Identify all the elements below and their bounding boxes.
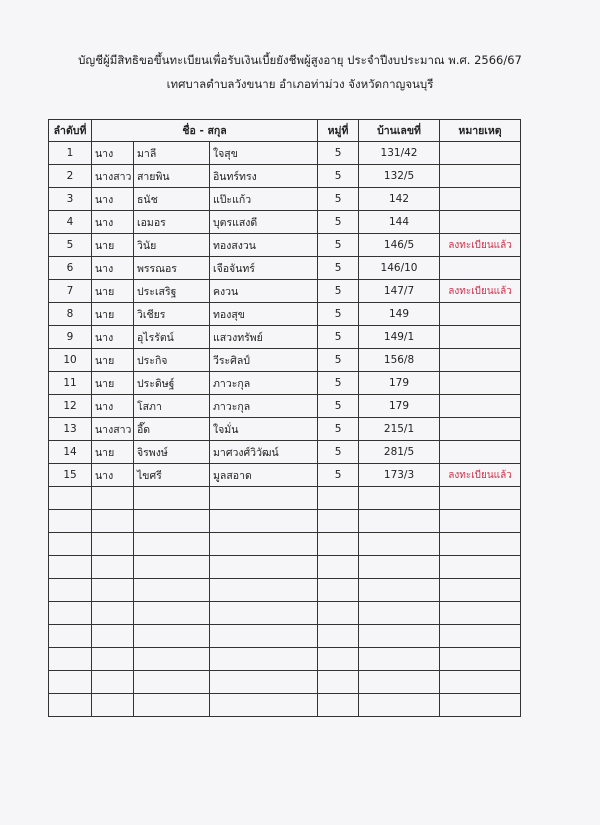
row-remark-cell bbox=[440, 395, 521, 418]
empty-cell bbox=[92, 694, 134, 717]
empty-cell bbox=[318, 625, 359, 648]
row-moo-cell: 5 bbox=[318, 418, 359, 441]
empty-cell bbox=[134, 671, 210, 694]
document-subtitle: เทศบาลตำบลวังขนาย อำเภอท่าม่วง จังหวัดกาญจนบุรี bbox=[166, 77, 434, 91]
row-remark-cell bbox=[440, 441, 521, 464]
row-prefix-cell: นาง bbox=[92, 188, 134, 211]
row-house-no-cell: 146/10 bbox=[359, 257, 440, 280]
empty-cell bbox=[440, 602, 521, 625]
row-remark-cell bbox=[440, 165, 521, 188]
row-prefix-cell: นาง bbox=[92, 326, 134, 349]
table-row bbox=[49, 418, 521, 441]
table-row bbox=[49, 395, 521, 418]
row-first-name-cell: พรรณอร bbox=[134, 257, 210, 280]
row-prefix-cell: นาง bbox=[92, 257, 134, 280]
row-house-no-cell: 144 bbox=[359, 211, 440, 234]
row-no-cell: 1 bbox=[49, 142, 92, 165]
row-last-name-cell: บุตรแสงดี bbox=[210, 211, 318, 234]
row-last-name-cell: ภาวะกุล bbox=[210, 395, 318, 418]
empty-cell bbox=[134, 694, 210, 717]
empty-cell bbox=[359, 602, 440, 625]
empty-cell bbox=[318, 671, 359, 694]
empty-cell bbox=[359, 579, 440, 602]
empty-cell bbox=[210, 602, 318, 625]
empty-cell bbox=[134, 556, 210, 579]
row-prefix-cell: นาย bbox=[92, 349, 134, 372]
table-header-row bbox=[49, 120, 521, 142]
row-prefix-cell: นางสาว bbox=[92, 418, 134, 441]
row-prefix-cell: นางสาว bbox=[92, 165, 134, 188]
row-house-no-cell: 131/42 bbox=[359, 142, 440, 165]
row-last-name-cell: ใจสุข bbox=[210, 142, 318, 165]
header-remark: หมายเหตุ bbox=[440, 120, 521, 142]
row-moo-cell: 5 bbox=[318, 280, 359, 303]
empty-cell bbox=[359, 625, 440, 648]
empty-cell bbox=[210, 487, 318, 510]
row-house-no-cell: 173/3 bbox=[359, 464, 440, 487]
empty-cell bbox=[49, 487, 92, 510]
empty-cell bbox=[440, 510, 521, 533]
empty-cell bbox=[49, 556, 92, 579]
empty-cell bbox=[359, 694, 440, 717]
row-moo-cell: 5 bbox=[318, 372, 359, 395]
table-row bbox=[49, 303, 521, 326]
row-no-cell: 13 bbox=[49, 418, 92, 441]
empty-cell bbox=[134, 487, 210, 510]
empty-cell bbox=[92, 510, 134, 533]
row-no-cell: 6 bbox=[49, 257, 92, 280]
row-first-name-cell: อี๊ด bbox=[134, 418, 210, 441]
empty-cell bbox=[359, 487, 440, 510]
table-row bbox=[49, 257, 521, 280]
row-prefix-cell: นาง bbox=[92, 211, 134, 234]
row-no-cell: 9 bbox=[49, 326, 92, 349]
row-remark-cell bbox=[440, 188, 521, 211]
row-last-name-cell: ทองสุข bbox=[210, 303, 318, 326]
empty-cell bbox=[49, 510, 92, 533]
empty-cell bbox=[49, 648, 92, 671]
row-house-no-cell: 147/7 bbox=[359, 280, 440, 303]
empty-cell bbox=[318, 556, 359, 579]
row-first-name-cell: อุไรรัตน์ bbox=[134, 326, 210, 349]
row-moo-cell: 5 bbox=[318, 395, 359, 418]
table-row bbox=[49, 211, 521, 234]
row-moo-cell: 5 bbox=[318, 349, 359, 372]
empty-cell bbox=[440, 694, 521, 717]
row-remark-cell bbox=[440, 257, 521, 280]
empty-cell bbox=[49, 671, 92, 694]
empty-cell bbox=[440, 487, 521, 510]
empty-cell bbox=[440, 671, 521, 694]
row-remark-cell: ลงทะเบียนแล้ว bbox=[440, 464, 521, 487]
empty-cell bbox=[359, 556, 440, 579]
row-house-no-cell: 149/1 bbox=[359, 326, 440, 349]
header-no: ลำดับที่ bbox=[49, 120, 92, 142]
empty-cell bbox=[210, 625, 318, 648]
empty-table-row bbox=[49, 579, 521, 602]
row-prefix-cell: นาย bbox=[92, 372, 134, 395]
row-last-name-cell: ใจมั่น bbox=[210, 418, 318, 441]
empty-cell bbox=[359, 510, 440, 533]
row-house-no-cell: 132/5 bbox=[359, 165, 440, 188]
empty-cell bbox=[440, 533, 521, 556]
empty-cell bbox=[92, 579, 134, 602]
header-house-no: บ้านเลขที่ bbox=[359, 120, 440, 142]
row-moo-cell: 5 bbox=[318, 326, 359, 349]
empty-table-row bbox=[49, 625, 521, 648]
table-row bbox=[49, 188, 521, 211]
empty-cell bbox=[359, 648, 440, 671]
empty-cell bbox=[210, 533, 318, 556]
table-row bbox=[49, 326, 521, 349]
header-name: ชื่อ - สกุล bbox=[92, 120, 318, 142]
row-moo-cell: 5 bbox=[318, 234, 359, 257]
empty-cell bbox=[92, 556, 134, 579]
row-no-cell: 2 bbox=[49, 165, 92, 188]
row-first-name-cell: ไขศรี bbox=[134, 464, 210, 487]
row-house-no-cell: 179 bbox=[359, 395, 440, 418]
row-first-name-cell: มาลี bbox=[134, 142, 210, 165]
empty-cell bbox=[134, 602, 210, 625]
table-row bbox=[49, 464, 521, 487]
row-first-name-cell: เอมอร bbox=[134, 211, 210, 234]
row-prefix-cell: นาย bbox=[92, 441, 134, 464]
row-last-name-cell: วีระศิลป์ bbox=[210, 349, 318, 372]
table-row bbox=[49, 441, 521, 464]
row-house-no-cell: 142 bbox=[359, 188, 440, 211]
row-moo-cell: 5 bbox=[318, 165, 359, 188]
row-last-name-cell: แป๊ะแก้ว bbox=[210, 188, 318, 211]
empty-cell bbox=[134, 625, 210, 648]
empty-table-row bbox=[49, 671, 521, 694]
row-last-name-cell: มาศวงศ์วิวัฒน์ bbox=[210, 441, 318, 464]
row-first-name-cell: ประดิษฐ์ bbox=[134, 372, 210, 395]
row-moo-cell: 5 bbox=[318, 303, 359, 326]
row-remark-cell: ลงทะเบียนแล้ว bbox=[440, 280, 521, 303]
empty-cell bbox=[92, 533, 134, 556]
row-last-name-cell: ทองสงวน bbox=[210, 234, 318, 257]
empty-cell bbox=[210, 579, 318, 602]
empty-cell bbox=[359, 671, 440, 694]
empty-cell bbox=[134, 533, 210, 556]
roster-table bbox=[48, 119, 521, 717]
row-no-cell: 4 bbox=[49, 211, 92, 234]
empty-table-row bbox=[49, 556, 521, 579]
table-row bbox=[49, 165, 521, 188]
empty-cell bbox=[440, 648, 521, 671]
row-prefix-cell: นาย bbox=[92, 234, 134, 257]
row-first-name-cell: สายพิน bbox=[134, 165, 210, 188]
row-first-name-cell: โสภา bbox=[134, 395, 210, 418]
row-house-no-cell: 281/5 bbox=[359, 441, 440, 464]
row-last-name-cell: เจือจันทร์ bbox=[210, 257, 318, 280]
row-first-name-cell: วิเชียร bbox=[134, 303, 210, 326]
empty-cell bbox=[49, 625, 92, 648]
row-remark-cell bbox=[440, 211, 521, 234]
empty-cell bbox=[318, 510, 359, 533]
table-row bbox=[49, 372, 521, 395]
empty-cell bbox=[49, 694, 92, 717]
table-row bbox=[49, 234, 521, 257]
row-house-no-cell: 179 bbox=[359, 372, 440, 395]
row-prefix-cell: นาง bbox=[92, 464, 134, 487]
empty-cell bbox=[92, 671, 134, 694]
row-prefix-cell: นาย bbox=[92, 303, 134, 326]
row-moo-cell: 5 bbox=[318, 142, 359, 165]
empty-cell bbox=[318, 579, 359, 602]
row-prefix-cell: นาย bbox=[92, 280, 134, 303]
row-first-name-cell: ธนัช bbox=[134, 188, 210, 211]
row-no-cell: 7 bbox=[49, 280, 92, 303]
row-house-no-cell: 149 bbox=[359, 303, 440, 326]
row-first-name-cell: จิรพงษ์ bbox=[134, 441, 210, 464]
row-no-cell: 8 bbox=[49, 303, 92, 326]
empty-cell bbox=[440, 556, 521, 579]
row-no-cell: 11 bbox=[49, 372, 92, 395]
row-no-cell: 5 bbox=[49, 234, 92, 257]
row-prefix-cell: นาง bbox=[92, 142, 134, 165]
row-moo-cell: 5 bbox=[318, 441, 359, 464]
row-no-cell: 3 bbox=[49, 188, 92, 211]
row-moo-cell: 5 bbox=[318, 464, 359, 487]
table-row bbox=[49, 280, 521, 303]
row-no-cell: 12 bbox=[49, 395, 92, 418]
row-prefix-cell: นาง bbox=[92, 395, 134, 418]
empty-table-row bbox=[49, 533, 521, 556]
row-remark-cell bbox=[440, 349, 521, 372]
empty-cell bbox=[92, 648, 134, 671]
empty-cell bbox=[318, 487, 359, 510]
row-first-name-cell: วินัย bbox=[134, 234, 210, 257]
empty-cell bbox=[49, 533, 92, 556]
row-last-name-cell: แสวงทรัพย์ bbox=[210, 326, 318, 349]
empty-table-row bbox=[49, 510, 521, 533]
row-house-no-cell: 156/8 bbox=[359, 349, 440, 372]
empty-cell bbox=[92, 625, 134, 648]
row-house-no-cell: 146/5 bbox=[359, 234, 440, 257]
empty-cell bbox=[359, 533, 440, 556]
empty-cell bbox=[92, 602, 134, 625]
empty-cell bbox=[49, 579, 92, 602]
row-last-name-cell: ภาวะกุล bbox=[210, 372, 318, 395]
empty-cell bbox=[210, 648, 318, 671]
empty-table-row bbox=[49, 487, 521, 510]
row-remark-cell bbox=[440, 303, 521, 326]
row-moo-cell: 5 bbox=[318, 211, 359, 234]
row-moo-cell: 5 bbox=[318, 257, 359, 280]
row-no-cell: 10 bbox=[49, 349, 92, 372]
row-last-name-cell: คงวน bbox=[210, 280, 318, 303]
empty-cell bbox=[440, 625, 521, 648]
empty-cell bbox=[49, 602, 92, 625]
row-remark-cell bbox=[440, 142, 521, 165]
empty-cell bbox=[92, 487, 134, 510]
empty-cell bbox=[134, 579, 210, 602]
row-last-name-cell: มูลสอาด bbox=[210, 464, 318, 487]
row-remark-cell bbox=[440, 372, 521, 395]
row-moo-cell: 5 bbox=[318, 188, 359, 211]
row-house-no-cell: 215/1 bbox=[359, 418, 440, 441]
empty-cell bbox=[210, 694, 318, 717]
header-moo: หมู่ที่ bbox=[318, 120, 359, 142]
empty-cell bbox=[440, 579, 521, 602]
empty-table-row bbox=[49, 602, 521, 625]
table-body bbox=[49, 142, 521, 717]
row-no-cell: 14 bbox=[49, 441, 92, 464]
empty-table-row bbox=[49, 648, 521, 671]
empty-cell bbox=[318, 648, 359, 671]
row-remark-cell: ลงทะเบียนแล้ว bbox=[440, 234, 521, 257]
row-no-cell: 15 bbox=[49, 464, 92, 487]
row-first-name-cell: ประกิจ bbox=[134, 349, 210, 372]
document-title: บัญชีผู้มีสิทธิขอขึ้นทะเบียนเพื่อรับเงินเบี้ยยังชีพผู้สูงอายุ ประจำปีงบประมาณ พ.ศ. 2566/67 bbox=[78, 53, 522, 67]
empty-cell bbox=[210, 556, 318, 579]
empty-cell bbox=[134, 648, 210, 671]
empty-cell bbox=[210, 510, 318, 533]
row-first-name-cell: ประเสริฐ bbox=[134, 280, 210, 303]
empty-table-row bbox=[49, 694, 521, 717]
empty-cell bbox=[210, 671, 318, 694]
table-row bbox=[49, 349, 521, 372]
empty-cell bbox=[318, 602, 359, 625]
table-row bbox=[49, 142, 521, 165]
row-remark-cell bbox=[440, 418, 521, 441]
empty-cell bbox=[318, 533, 359, 556]
row-remark-cell bbox=[440, 326, 521, 349]
row-last-name-cell: อินทร์ทรง bbox=[210, 165, 318, 188]
empty-cell bbox=[134, 510, 210, 533]
empty-cell bbox=[318, 694, 359, 717]
